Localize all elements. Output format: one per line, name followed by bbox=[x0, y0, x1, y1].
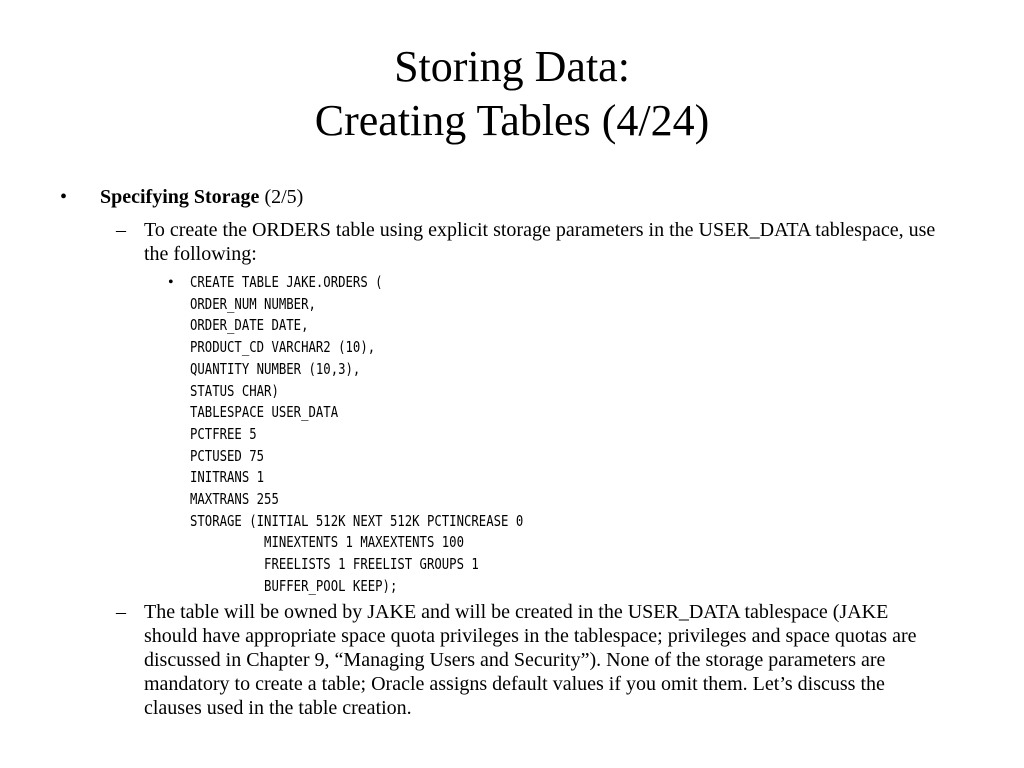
sub-bullet-marker: • bbox=[168, 274, 174, 291]
sql-code-block: CREATE TABLE JAKE.ORDERS ( ORDER_NUM NUMBER, ORDER_DATE DATE, PRODUCT_CD VARCHAR2 (10), QUANTITY NUMBER (10,3), STATUS CHAR) TABLESPACE USER_DATA PCTFREE 5 PCTUSED 75 INITRANS 1 MAXTRANS 255 STORAGE (INITIAL 512K NEXT 512K PCTINCREASE 0 MINEXTENTS 1 MAXEXTENTS 100 FREELISTS 1 FREELIST GROUPS 1 BUFFER_POOL KEEP); bbox=[190, 273, 524, 595]
dash-marker: – bbox=[116, 601, 126, 623]
dash-item-text: The table will be owned by JAKE and will be created in the USER_DATA tablespace (JAKE should have appropriate space quota privileges in the tablespace; privileges and space quotas are discussed in Chapter 9, “Managing Users and Security”). None of the storage parameters are mandatory to create a table; Oracle assigns default values if you omit them. Let’s discuss the clauses used in the table creation. bbox=[144, 601, 917, 719]
title-line-1: Storing Data: bbox=[394, 42, 630, 91]
bullet-marker: • bbox=[60, 186, 68, 208]
title-line-2: Creating Tables (4/24) bbox=[314, 96, 710, 145]
dash-item-create-orders bbox=[116, 218, 936, 266]
bullet-bold-text: Specifying Storage bbox=[100, 186, 260, 208]
dash-marker: – bbox=[116, 219, 126, 241]
dash-item-text: To create the ORDERS table using explicit storage parameters in the USER_DATA tablespace, use the following: bbox=[144, 219, 936, 265]
slide-title bbox=[0, 40, 1024, 148]
dash-item-table-owned bbox=[116, 600, 936, 720]
bullet-rest-text: (2/5) bbox=[259, 186, 304, 208]
bullet-text bbox=[100, 184, 303, 210]
